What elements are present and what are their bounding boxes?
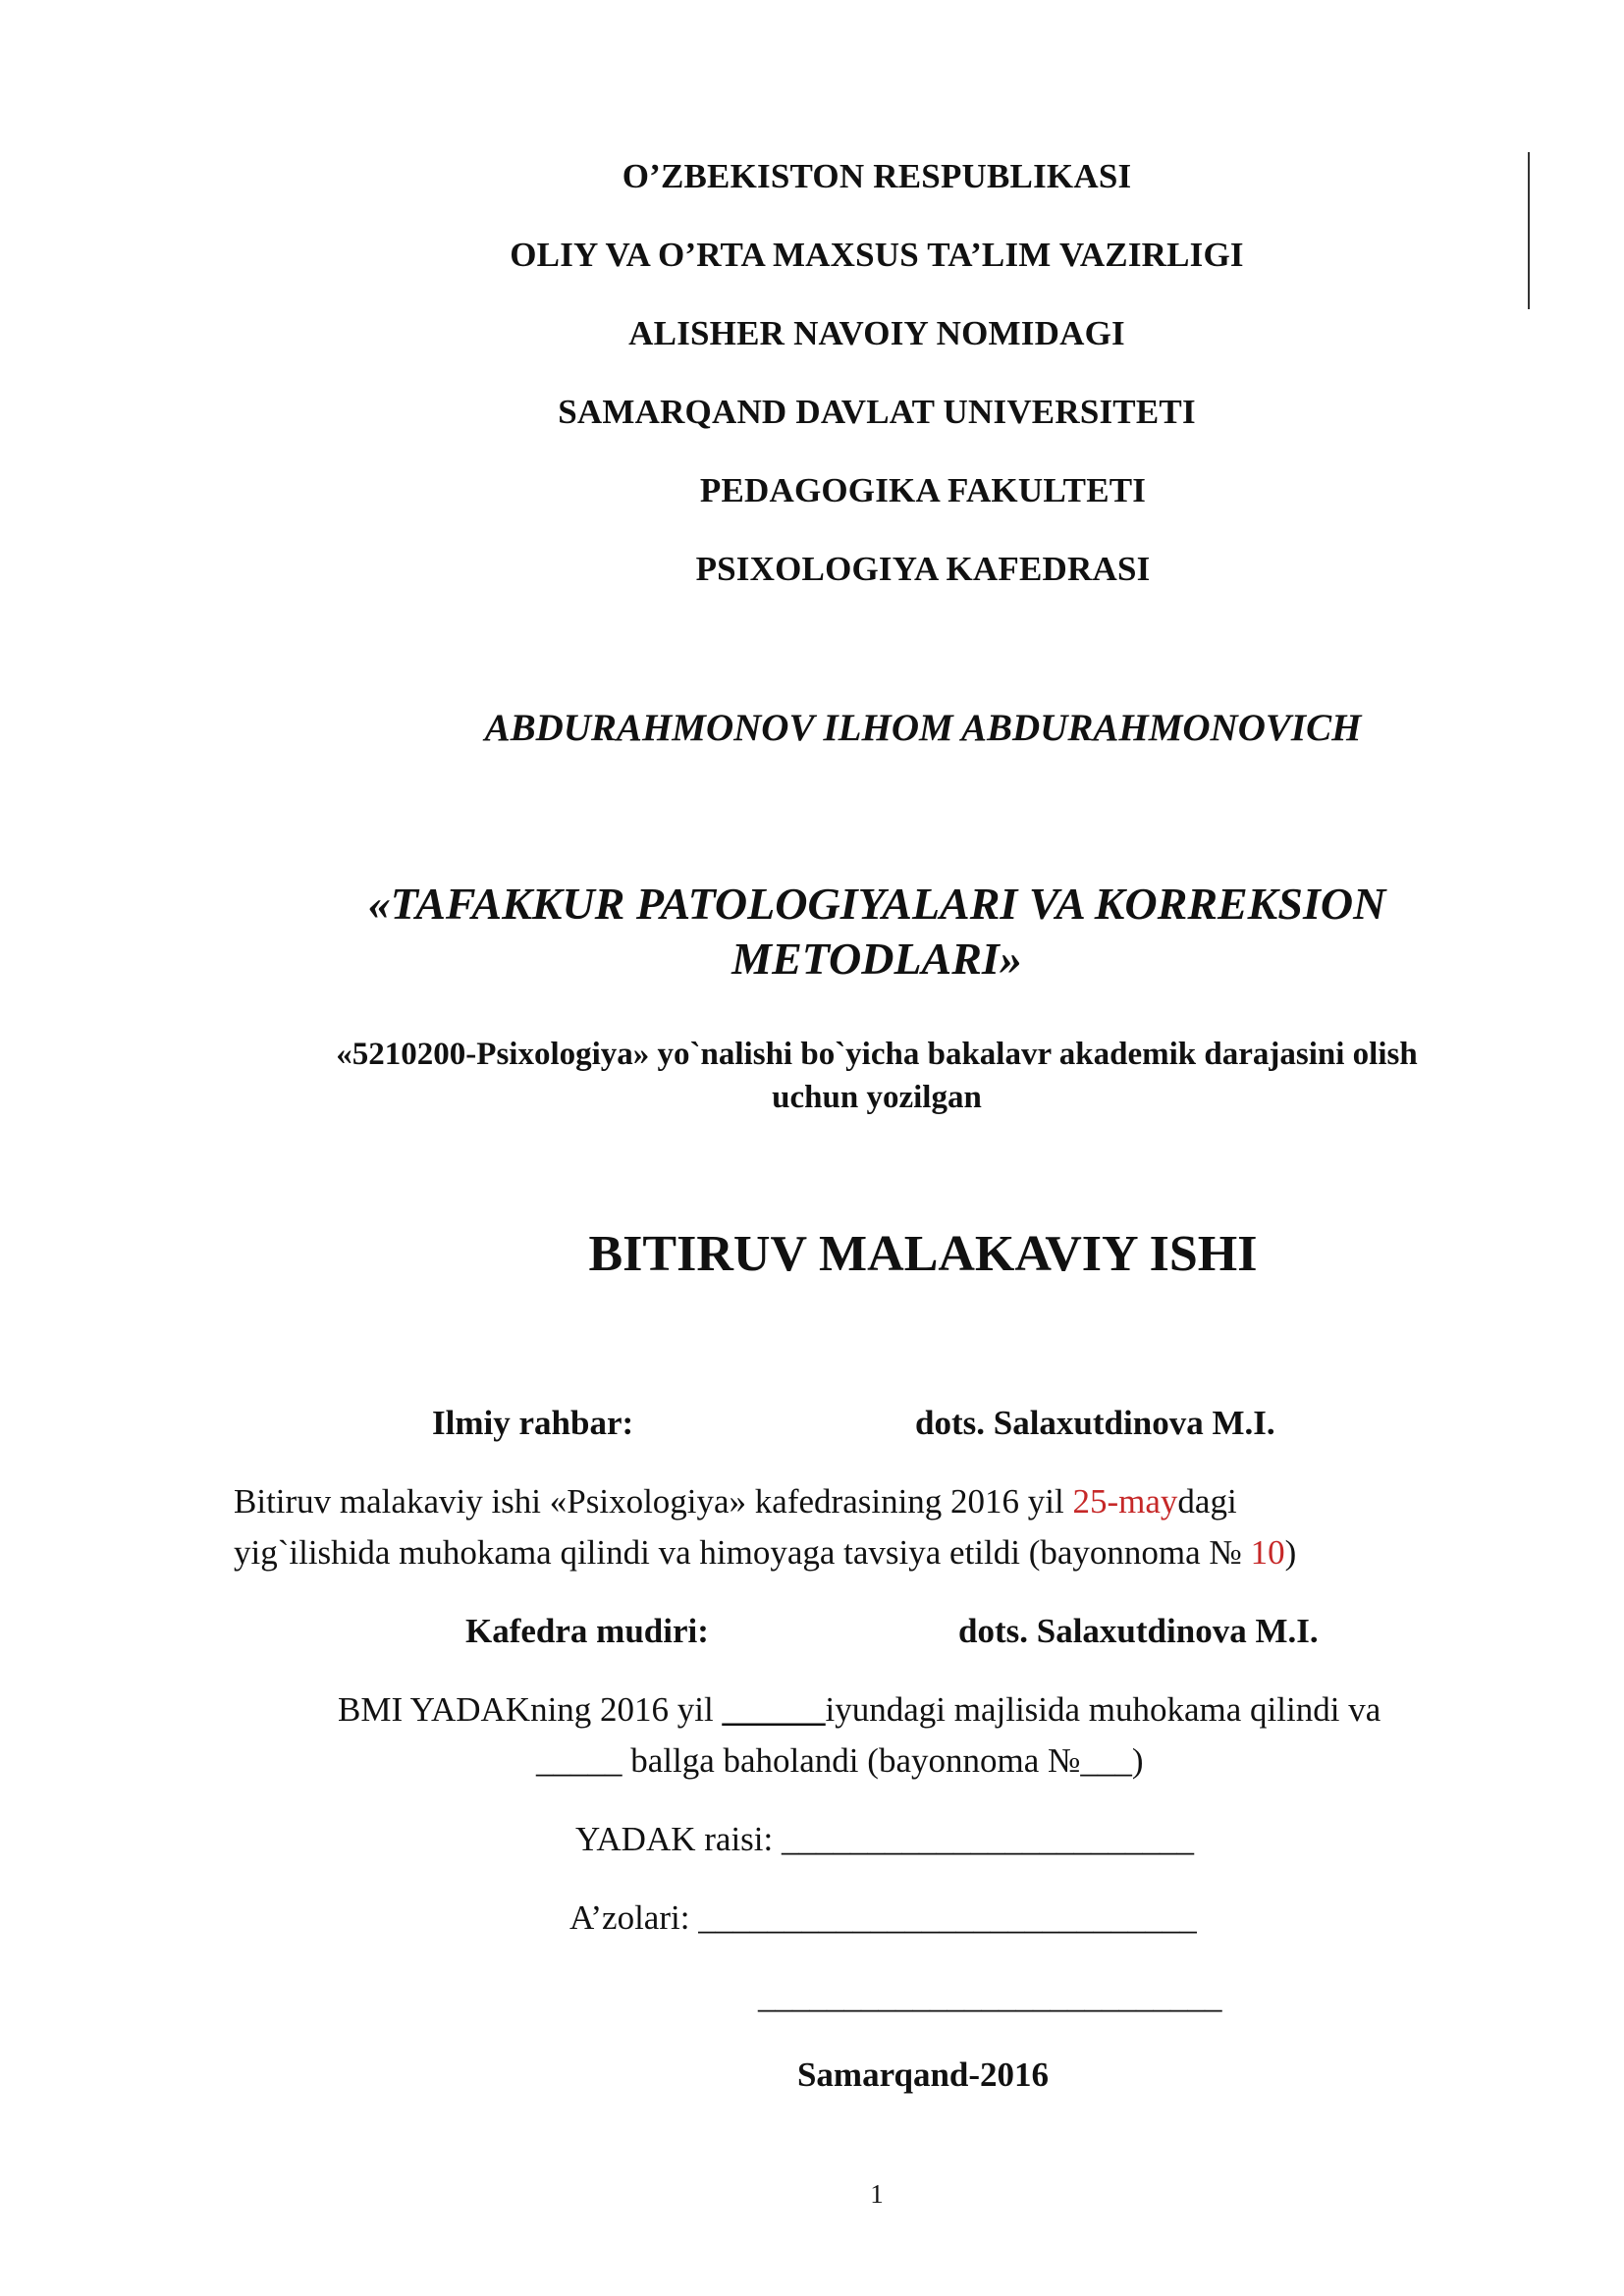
commission-line1	[338, 1692, 1380, 1727]
discussion-date: 25-may	[1072, 1482, 1178, 1521]
commission-chair: YADAK raisi: ________________________	[575, 1820, 1194, 1858]
header-department: PSIXOLOGIYA KAFEDRASI	[695, 550, 1151, 588]
head-of-department-label: Kafedra mudiri:	[465, 1612, 709, 1650]
page-number: 1	[870, 2179, 884, 2209]
header-faculty: PEDAGOGIKA FAKULTETI	[699, 471, 1147, 509]
header-university: SAMARQAND DAVLAT UNIVERSITETI	[558, 393, 1196, 431]
author-name: ABDURAHMONOV ILHOM ABDURAHMONOVICH	[484, 707, 1362, 749]
header-named-after: ALISHER NAVOIY NOMIDAGI	[628, 314, 1125, 352]
subtitle-line2: uchun yozilgan	[772, 1080, 982, 1115]
commission-text-a: BMI YADAKning 2016 yil	[338, 1690, 723, 1729]
city-year: Samarqand-2016	[796, 2056, 1050, 2094]
commission-text-b: iyundagi majlisida muhokama qilindi va	[825, 1690, 1381, 1729]
discussion-line1	[234, 1484, 1237, 1519]
protocol-number: 10	[1250, 1533, 1285, 1572]
commission-members: A’zolari: _____________________________	[569, 1898, 1197, 1937]
thesis-title-line1: «TAFAKKUR PATOLOGIYALARI VA KORREKSION	[367, 879, 1386, 929]
commission-date-blank: ______	[722, 1690, 826, 1729]
commission-line2: _____ ballga baholandi (bayonnoma №___)	[536, 1741, 1144, 1780]
header-ministry: OLIY VA O’RTA MAXSUS TA’LIM VAZIRLIGI	[510, 236, 1244, 274]
subtitle-line1: «5210200-Psixologiya» yo`nalishi bo`yicha bakalavr akademik darajasini olish	[336, 1037, 1418, 1072]
header-republic: O’ZBEKISTON RESPUBLIKASI	[622, 157, 1132, 195]
thesis-title-line2: METODLARI»	[731, 934, 1022, 984]
supervisor-label: Ilmiy rahbar:	[432, 1404, 634, 1442]
supervisor-name: dots. Salaxutdinova M.I.	[915, 1404, 1275, 1442]
head-of-department-name: dots. Salaxutdinova M.I.	[958, 1612, 1319, 1650]
discussion-text-c: yig`ilishida muhokama qilindi va himoyaga tavsiya etildi (bayonnoma №	[234, 1533, 1251, 1572]
discussion-line2	[234, 1535, 1296, 1570]
discussion-text-d: )	[1284, 1533, 1297, 1572]
discussion-text-a: Bitiruv malakaviy ishi «Psixologiya» kafedrasining 2016 yil	[234, 1482, 1073, 1521]
commission-extra-line: ___________________________	[758, 1977, 1222, 2015]
discussion-text-b: dagi	[1177, 1482, 1237, 1521]
work-type-heading: BITIRUV MALAKAVIY ISHI	[588, 1226, 1258, 1282]
